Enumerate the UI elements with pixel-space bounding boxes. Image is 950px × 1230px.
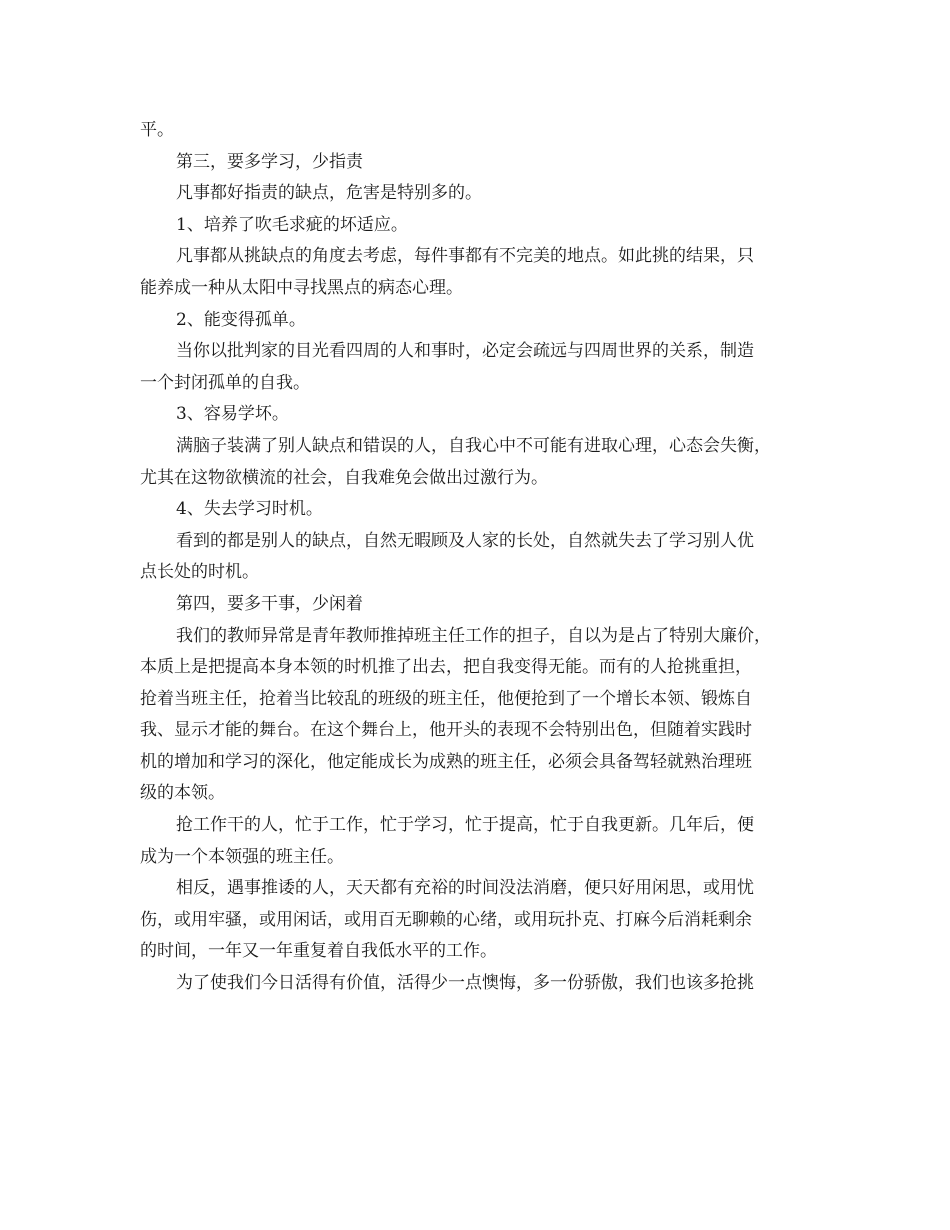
text-line: 当你以批判家的目光看四周的人和事时，必定会疏远与四周世界的关系，制造 <box>176 341 754 362</box>
text-line: 相反，遇事推诿的人，天天都有充裕的时间没法消磨，便只好用闲思，或用忧 <box>176 878 754 899</box>
text-line: 级的本领。 <box>140 783 225 804</box>
text-line: 凡事都从挑缺点的角度去考虑，每件事都有不完美的地点。如此挑的结果，只 <box>176 246 754 267</box>
text-line: 尤其在这物欲横流的社会，自我难免会做出过激行为。 <box>140 467 548 488</box>
text-line: 满脑子装满了别人缺点和错误的人，自我心中不可能有进取心理，心态会失衡， <box>176 435 771 456</box>
text-line: 抢着当班主任，抢着当比较乱的班级的班主任，他便抢到了一个增长本领、锻炼自 <box>140 688 752 709</box>
document-page <box>140 115 816 1000</box>
list-item-heading: 3、容易学坏。 <box>176 404 289 425</box>
text-line: 一个封闭孤单的自我。 <box>140 372 310 393</box>
list-item-heading: 2、能变得孤单。 <box>176 309 306 330</box>
text-line: 我、显示才能的舞台。在这个舞台上，他开头的表现不会特别出色，但随着实践时 <box>140 720 752 741</box>
list-item-heading: 1、培养了吹毛求疵的坏适应。 <box>176 214 408 235</box>
text-line: 点长处的时机。 <box>140 562 259 583</box>
text-line: 的时间，一年又一年重复着自我低水平的工作。 <box>140 941 497 962</box>
text-line: 成为一个本领强的班主任。 <box>140 846 344 867</box>
text-line: 伤，或用牢骚，或用闲话，或用百无聊赖的心绪，或用玩扑克、打麻今后消耗剩余 <box>140 909 752 930</box>
text-line: 能养成一种从太阳中寻找黑点的病态心理。 <box>140 277 463 298</box>
text-line: 我们的教师异常是青年教师推掉班主任工作的担子，自以为是占了特别大廉价， <box>176 625 771 646</box>
text-line: 本质上是把提高本身本领的时机推了出去，把自我变得无能。而有的人抢挑重担， <box>140 657 752 678</box>
list-item-heading: 4、失去学习时机。 <box>176 499 323 520</box>
text-line: 为了使我们今日活得有价值，活得少一点懊悔，多一份骄傲，我们也该多抢挑 <box>176 973 754 994</box>
section-heading: 第三，要多学习，少指责 <box>176 151 363 172</box>
section-heading: 第四，要多干事，少闲着 <box>176 593 363 614</box>
text-line: 抢工作干的人，忙于工作，忙于学习，忙于提高，忙于自我更新。几年后，便 <box>176 815 754 836</box>
text-line: 机的增加和学习的深化，他定能成长为成熟的班主任，必须会具备驾轻就熟治理班 <box>140 751 752 772</box>
text-line: 看到的都是别人的缺点，自然无暇顾及人家的长处，自然就失去了学习别人优 <box>176 530 754 551</box>
text-line: 平。 <box>140 120 174 140</box>
text-line: 凡事都好指责的缺点，危害是特别多的。 <box>176 183 482 204</box>
